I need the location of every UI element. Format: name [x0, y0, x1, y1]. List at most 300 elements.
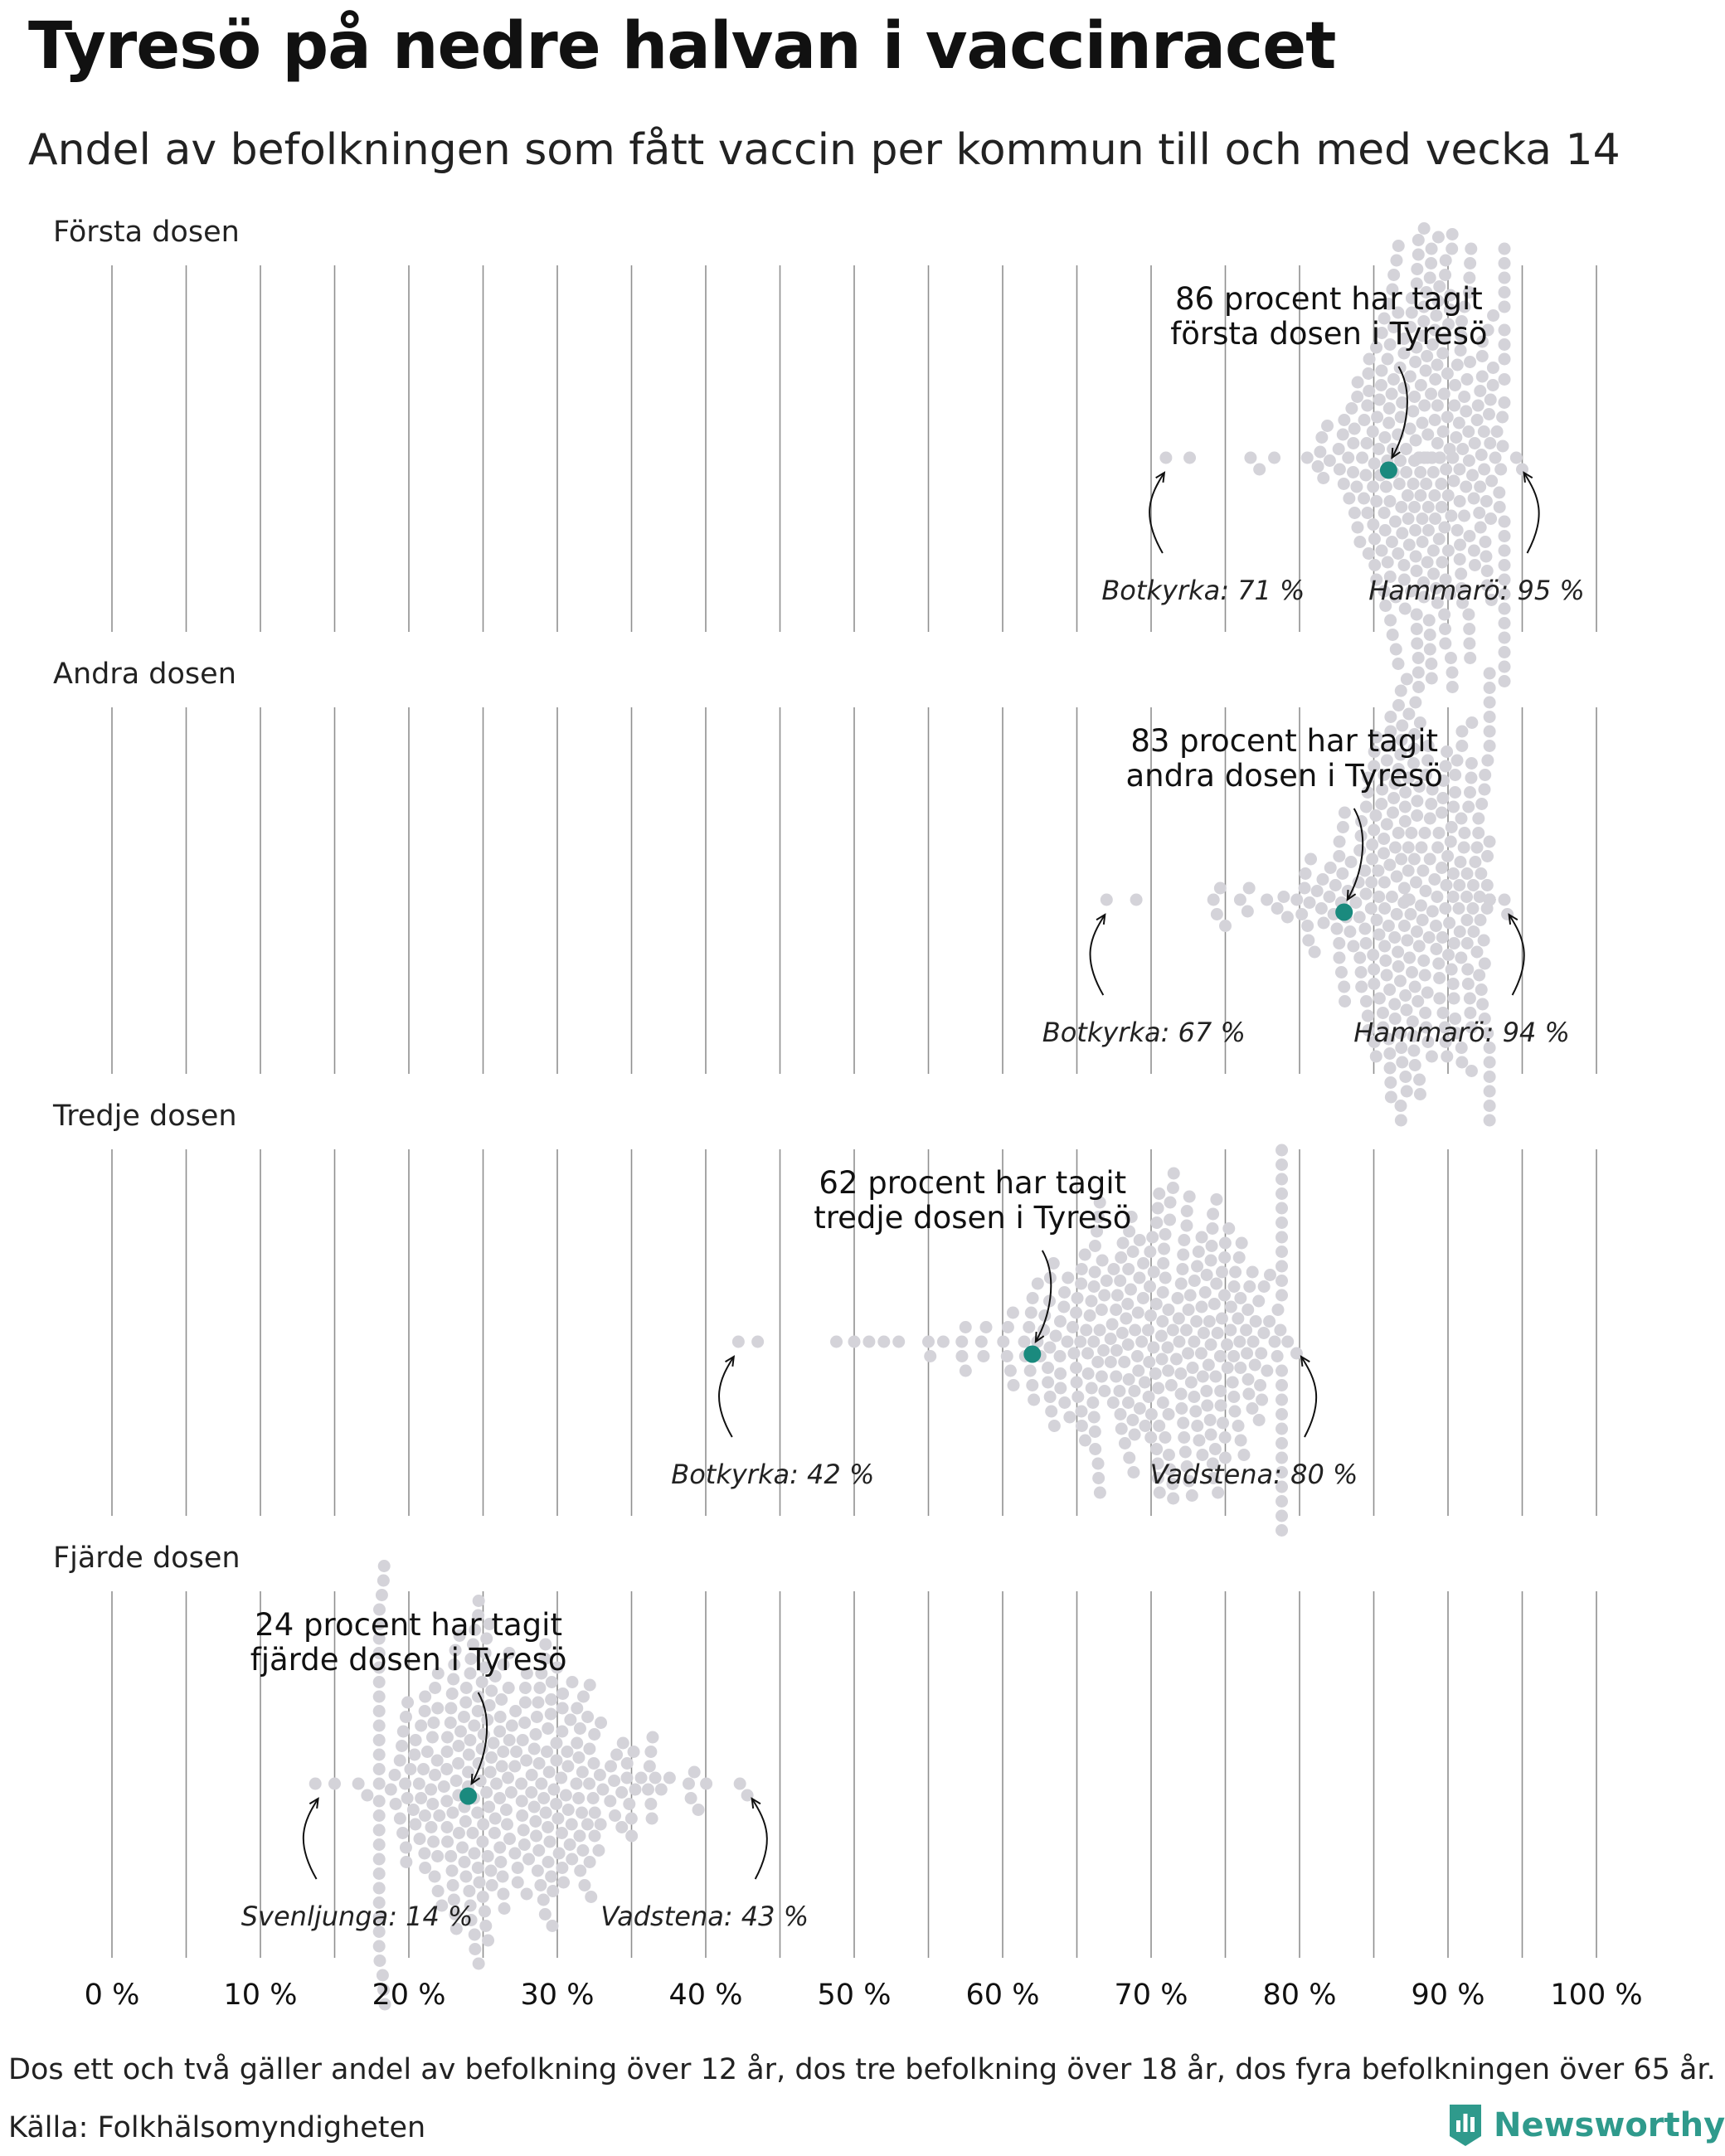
municipality-dot — [1383, 495, 1396, 507]
municipality-dot — [1175, 1388, 1188, 1401]
municipality-dot — [688, 1766, 701, 1779]
municipality-dot — [1163, 1408, 1175, 1420]
min-annotation: Svenljunga: 14 % — [241, 1901, 474, 1932]
municipality-dot — [477, 1891, 489, 1903]
municipality-dot — [1360, 888, 1373, 901]
municipality-dot — [1134, 1402, 1146, 1415]
municipality-dot — [1460, 405, 1472, 418]
municipality-dot — [1383, 859, 1396, 872]
municipality-dot — [1113, 1385, 1125, 1397]
municipality-dot — [1079, 1249, 1091, 1261]
municipality-dot — [503, 1734, 516, 1746]
municipality-dot — [1498, 396, 1510, 409]
municipality-dot — [1153, 1187, 1165, 1200]
municipality-dot — [1373, 993, 1386, 1005]
municipality-dot — [1421, 350, 1433, 362]
municipality-dot — [1091, 1356, 1104, 1368]
municipality-dot — [1420, 478, 1432, 490]
municipality-dot — [595, 1717, 607, 1729]
municipality-dot — [1370, 495, 1382, 507]
municipality-dot — [1394, 454, 1407, 467]
municipality-dot — [401, 1697, 414, 1709]
municipality-dot — [1274, 1324, 1286, 1337]
municipality-dot — [1336, 867, 1348, 880]
municipality-dot — [1402, 708, 1415, 721]
municipality-dot — [1127, 1466, 1139, 1479]
municipality-dot — [1496, 440, 1509, 453]
municipality-dot — [1454, 856, 1466, 868]
municipality-dot — [1404, 371, 1416, 383]
municipality-dot — [478, 1728, 490, 1741]
municipality-dot — [595, 1819, 607, 1831]
municipality-dot — [1390, 643, 1402, 656]
municipality-dot — [1145, 1408, 1158, 1420]
municipality-dot — [1409, 1059, 1421, 1071]
municipality-dot — [1465, 772, 1477, 784]
municipality-dot — [1465, 243, 1477, 255]
municipality-dot — [1393, 478, 1406, 490]
municipality-dot — [1277, 891, 1290, 903]
municipality-dot — [1471, 414, 1484, 426]
municipality-dot — [508, 1760, 521, 1773]
municipality-dot — [960, 1365, 972, 1377]
municipality-dot — [1157, 1286, 1169, 1299]
municipality-dot — [557, 1877, 570, 1889]
municipality-dot — [585, 1891, 597, 1903]
municipality-dot — [1128, 1385, 1140, 1397]
municipality-dot — [1188, 1391, 1200, 1403]
municipality-dot — [1485, 475, 1498, 488]
municipality-dot — [1234, 894, 1246, 906]
municipality-dot — [1148, 1266, 1160, 1279]
municipality-dot — [609, 1809, 621, 1822]
municipality-dot — [1461, 867, 1474, 880]
municipality-dot — [1451, 755, 1464, 767]
municipality-dot — [1164, 1197, 1177, 1209]
municipality-dot — [892, 1336, 905, 1348]
municipality-dot — [431, 1850, 444, 1862]
municipality-dot — [570, 1778, 582, 1790]
municipality-dot — [1199, 1286, 1212, 1299]
municipality-dot — [469, 1943, 481, 1955]
municipality-dot — [1409, 697, 1421, 709]
municipality-dot — [1207, 1208, 1219, 1221]
municipality-dot — [1323, 891, 1335, 903]
municipality-dot — [594, 1769, 606, 1781]
municipality-dot — [1253, 464, 1266, 476]
municipality-dot — [1152, 1202, 1164, 1215]
municipality-dot — [1443, 917, 1455, 930]
municipality-dot — [1305, 853, 1317, 866]
municipality-dot — [1086, 1396, 1099, 1409]
municipality-dot — [1150, 1216, 1163, 1229]
municipality-dot — [542, 1856, 555, 1868]
municipality-dot — [1061, 1336, 1073, 1348]
municipality-dot — [1384, 711, 1397, 723]
municipality-dot — [463, 1749, 475, 1761]
municipality-dot — [1116, 1327, 1129, 1339]
municipality-dot — [1487, 362, 1499, 374]
municipality-dot — [576, 1807, 588, 1819]
municipality-dot — [589, 1830, 601, 1843]
municipality-dot — [1426, 673, 1438, 685]
municipality-dot — [1193, 1246, 1205, 1258]
municipality-dot — [494, 1711, 507, 1723]
municipality-dot — [1446, 681, 1459, 693]
municipality-dot — [584, 1679, 596, 1692]
municipality-dot — [1375, 379, 1387, 391]
municipality-dot — [1408, 501, 1421, 513]
municipality-dot — [396, 1740, 408, 1752]
municipality-dot — [1032, 1278, 1044, 1290]
municipality-dot — [1446, 964, 1458, 976]
municipality-dot — [456, 1842, 469, 1854]
municipality-dot — [1416, 512, 1428, 525]
municipality-dot — [830, 1336, 843, 1348]
municipality-dot — [1441, 745, 1453, 758]
municipality-dot — [1348, 507, 1361, 519]
municipality-dot — [1075, 1406, 1087, 1418]
min-annotation: Botkyrka: 67 % — [1042, 1017, 1246, 1048]
municipality-dot — [482, 1850, 494, 1862]
municipality-dot — [389, 1769, 401, 1781]
municipality-dot — [1429, 414, 1441, 426]
municipality-dot — [1087, 1336, 1100, 1348]
municipality-dot — [1242, 906, 1254, 918]
municipality-dot — [485, 1751, 498, 1764]
municipality-dot — [1243, 882, 1256, 895]
municipality-dot — [1391, 908, 1403, 920]
municipality-dot — [1301, 920, 1314, 932]
municipality-dot — [562, 1804, 575, 1816]
municipality-dot — [1363, 385, 1375, 397]
municipality-dot — [1353, 952, 1366, 964]
municipality-dot — [1445, 836, 1457, 848]
municipality-dot — [1089, 1266, 1101, 1279]
municipality-dot — [1333, 850, 1345, 862]
municipality-dot — [432, 1885, 445, 1897]
municipality-dot — [1368, 824, 1380, 837]
municipality-dot — [1465, 1065, 1478, 1077]
municipality-dot — [1217, 1417, 1229, 1430]
municipality-dot — [1474, 914, 1486, 926]
highlight-label-line1: 83 procent har tagit — [1130, 723, 1439, 759]
municipality-dot — [1232, 1420, 1245, 1432]
municipality-dot — [1378, 507, 1391, 519]
municipality-dot — [576, 1766, 589, 1779]
municipality-dot — [503, 1833, 516, 1845]
municipality-dot — [1334, 464, 1346, 476]
municipality-dot — [924, 1350, 936, 1362]
panel-4 — [53, 1542, 809, 2011]
municipality-dot — [1380, 481, 1392, 493]
municipality-dot — [1244, 452, 1256, 464]
municipality-dot — [373, 1749, 386, 1761]
municipality-dot — [1439, 623, 1451, 635]
municipality-dot — [1122, 1263, 1135, 1275]
municipality-dot — [1481, 850, 1494, 862]
municipality-dot — [484, 1865, 497, 1877]
municipality-dot — [1384, 614, 1397, 627]
municipality-dot — [1233, 1251, 1246, 1264]
municipality-dot — [1447, 891, 1460, 903]
municipality-dot — [1094, 1324, 1106, 1337]
municipality-dot — [472, 1862, 484, 1874]
municipality-dot — [1409, 356, 1421, 368]
municipality-dot — [413, 1778, 425, 1790]
municipality-dot — [571, 1702, 583, 1715]
municipality-dot — [975, 1336, 988, 1348]
min-arrow — [304, 1799, 318, 1879]
municipality-dot — [629, 1784, 641, 1796]
municipality-dot — [1204, 1414, 1217, 1426]
municipality-dot — [1203, 1315, 1216, 1328]
municipality-dot — [1271, 902, 1284, 915]
municipality-dot — [1431, 437, 1444, 449]
brand-name: Newsworthy — [1494, 2106, 1725, 2144]
municipality-dot — [1050, 1330, 1062, 1343]
municipality-dot — [1383, 1047, 1396, 1060]
municipality-dot — [1487, 379, 1499, 391]
municipality-dot — [409, 1819, 421, 1831]
municipality-dot — [1445, 652, 1457, 664]
municipality-dot — [1397, 559, 1410, 571]
municipality-dot — [1368, 964, 1380, 976]
municipality-dot — [1426, 1051, 1438, 1063]
municipality-dot — [1363, 353, 1376, 366]
municipality-dot — [1339, 995, 1351, 1008]
municipality-dot — [1412, 667, 1425, 679]
municipality-dot — [1084, 1309, 1096, 1322]
municipality-dot — [1137, 1257, 1149, 1270]
municipality-dot — [460, 1682, 473, 1694]
municipality-dot — [1463, 454, 1475, 467]
municipality-dot — [1096, 1304, 1108, 1316]
municipality-dot — [400, 1842, 412, 1854]
municipality-dot — [1418, 400, 1431, 412]
municipality-dot — [1472, 400, 1484, 412]
municipality-dot — [1421, 429, 1434, 441]
municipality-dot — [1146, 1231, 1159, 1244]
municipality-dot — [542, 1821, 554, 1833]
municipality-dot — [399, 1778, 411, 1790]
municipality-dot — [1129, 1324, 1141, 1337]
municipality-dot — [1491, 425, 1504, 438]
municipality-dot — [1193, 1435, 1205, 1447]
municipality-dot — [518, 1838, 531, 1851]
municipality-dot — [476, 1743, 488, 1755]
municipality-dot — [1185, 1377, 1198, 1389]
municipality-dot — [454, 1726, 467, 1738]
municipality-dot — [1196, 1231, 1208, 1244]
municipality-dot — [1025, 1307, 1037, 1319]
municipality-dot — [1499, 559, 1511, 571]
municipality-dot — [1219, 920, 1232, 932]
municipality-dot — [1300, 867, 1312, 880]
municipality-dot — [1167, 1493, 1179, 1505]
municipality-dot — [1381, 969, 1393, 982]
municipality-dot — [1249, 1359, 1261, 1372]
municipality-dot — [1107, 1263, 1120, 1275]
municipality-dot — [1447, 978, 1460, 990]
municipality-dot — [1420, 365, 1432, 377]
municipality-dot — [1448, 993, 1460, 1005]
municipality-dot — [1382, 353, 1394, 366]
municipality-dot — [1424, 629, 1436, 641]
municipality-dot — [1174, 1367, 1187, 1380]
municipality-dot — [1045, 1406, 1057, 1418]
municipality-dot — [1440, 464, 1452, 476]
municipality-dot — [1130, 894, 1143, 906]
municipality-dot — [1110, 1344, 1123, 1357]
municipality-dot — [1187, 1362, 1199, 1374]
municipality-dot — [522, 1853, 535, 1866]
municipality-dot — [1402, 489, 1414, 502]
municipality-dot — [1392, 946, 1404, 959]
municipality-dot — [1133, 1272, 1145, 1284]
municipality-dot — [1476, 350, 1489, 362]
municipality-dot — [1436, 862, 1448, 874]
municipality-dot — [1353, 911, 1366, 924]
municipality-dot — [1441, 411, 1454, 424]
municipality-dot — [547, 1784, 560, 1796]
municipality-dot — [1382, 920, 1395, 932]
municipality-dot — [625, 1830, 638, 1843]
municipality-dot — [497, 1871, 509, 1883]
municipality-dot — [1197, 1371, 1209, 1383]
municipality-dot — [1463, 530, 1475, 542]
municipality-dot — [574, 1722, 586, 1735]
municipality-dot — [1484, 711, 1496, 723]
municipality-dot — [1463, 623, 1475, 635]
municipality-dot — [361, 1789, 373, 1802]
brand-logo[interactable] — [1447, 2100, 1725, 2151]
highlight-dot-tyresö — [1380, 462, 1397, 479]
municipality-dot — [1466, 902, 1479, 915]
municipality-dot — [1446, 243, 1458, 255]
municipality-dot — [1120, 1313, 1132, 1325]
municipality-dot — [1410, 435, 1422, 447]
municipality-dot — [479, 1906, 491, 1918]
municipality-dot — [1454, 925, 1466, 938]
municipality-dot — [1200, 1385, 1212, 1397]
municipality-dot — [502, 1772, 514, 1785]
municipality-dot — [468, 1848, 480, 1860]
municipality-dot — [1462, 609, 1475, 621]
municipality-dot — [1179, 1446, 1192, 1459]
municipality-dot — [556, 1726, 568, 1738]
municipality-dot — [578, 1879, 590, 1891]
municipality-dot — [1419, 969, 1431, 982]
municipality-dot — [429, 1871, 441, 1883]
municipality-dot — [1425, 257, 1437, 270]
municipality-dot — [1415, 900, 1427, 912]
municipality-dot — [1432, 231, 1445, 244]
municipality-dot — [471, 1807, 483, 1819]
municipality-dot — [1392, 658, 1404, 670]
municipality-dot — [1290, 894, 1303, 906]
municipality-dot — [1499, 338, 1511, 351]
municipality-dot — [1115, 1408, 1127, 1420]
municipality-dot — [1156, 1315, 1169, 1328]
municipality-dot — [1402, 842, 1415, 854]
municipality-dot — [431, 1702, 444, 1715]
municipality-dot — [526, 1769, 538, 1781]
municipality-dot — [1395, 1100, 1407, 1112]
municipality-dot — [1159, 1228, 1172, 1241]
municipality-dot — [1401, 1085, 1413, 1098]
municipality-dot — [1368, 533, 1381, 546]
municipality-dot — [426, 1731, 439, 1744]
municipality-dot — [1218, 1289, 1231, 1302]
municipality-dot — [1026, 1379, 1038, 1391]
municipality-dot — [542, 1722, 554, 1735]
municipality-dot — [1188, 1336, 1200, 1348]
municipality-dot — [1452, 902, 1465, 915]
municipality-dot — [560, 1789, 572, 1802]
municipality-dot — [1468, 545, 1480, 557]
municipality-dot — [1314, 446, 1326, 459]
municipality-dot — [373, 1778, 386, 1790]
municipality-dot — [1276, 1423, 1288, 1435]
municipality-dot — [532, 1865, 544, 1877]
municipality-dot — [486, 1879, 498, 1891]
municipality-dot — [1201, 1400, 1213, 1412]
municipality-dot — [1472, 827, 1484, 839]
municipality-dot — [1121, 1298, 1134, 1310]
municipality-dot — [534, 1879, 547, 1891]
municipality-dot — [1461, 937, 1474, 949]
municipality-dot — [1372, 865, 1384, 877]
municipality-dot — [545, 1693, 557, 1706]
municipality-dot — [1411, 623, 1423, 635]
municipality-dot — [1415, 379, 1427, 391]
municipality-dot — [1312, 460, 1324, 473]
municipality-dot — [1439, 638, 1451, 650]
municipality-dot — [1004, 1365, 1017, 1377]
municipality-dot — [1410, 551, 1422, 563]
municipality-dot — [518, 1824, 530, 1837]
municipality-dot — [583, 1743, 595, 1755]
municipality-dot — [1309, 946, 1321, 959]
panel-label: Första dosen — [53, 216, 240, 249]
municipality-dot — [937, 1336, 950, 1348]
municipality-dot — [1417, 954, 1430, 967]
municipality-dot — [427, 1836, 440, 1848]
municipality-dot — [1378, 847, 1390, 860]
municipality-dot — [1177, 1249, 1189, 1261]
municipality-dot — [1365, 876, 1378, 889]
municipality-dot — [1387, 807, 1399, 819]
municipality-dot — [1425, 658, 1437, 670]
municipality-dot — [621, 1757, 634, 1770]
municipality-dot — [1135, 1336, 1148, 1348]
municipality-dot — [1409, 524, 1421, 537]
municipality-dot — [1054, 1350, 1067, 1362]
x-tick-label: 90 % — [1411, 1979, 1485, 2012]
municipality-dot — [1499, 661, 1511, 673]
municipality-dot — [1098, 1289, 1110, 1302]
municipality-dot — [1460, 373, 1473, 386]
municipality-dot — [1246, 1402, 1258, 1415]
municipality-dot — [1386, 891, 1398, 903]
municipality-dot — [1429, 512, 1441, 525]
municipality-dot — [1222, 1362, 1234, 1374]
municipality-dot — [1201, 1269, 1213, 1281]
municipality-dot — [408, 1749, 420, 1761]
municipality-dot — [1397, 382, 1410, 395]
panel-label: Fjärde dosen — [53, 1542, 241, 1575]
